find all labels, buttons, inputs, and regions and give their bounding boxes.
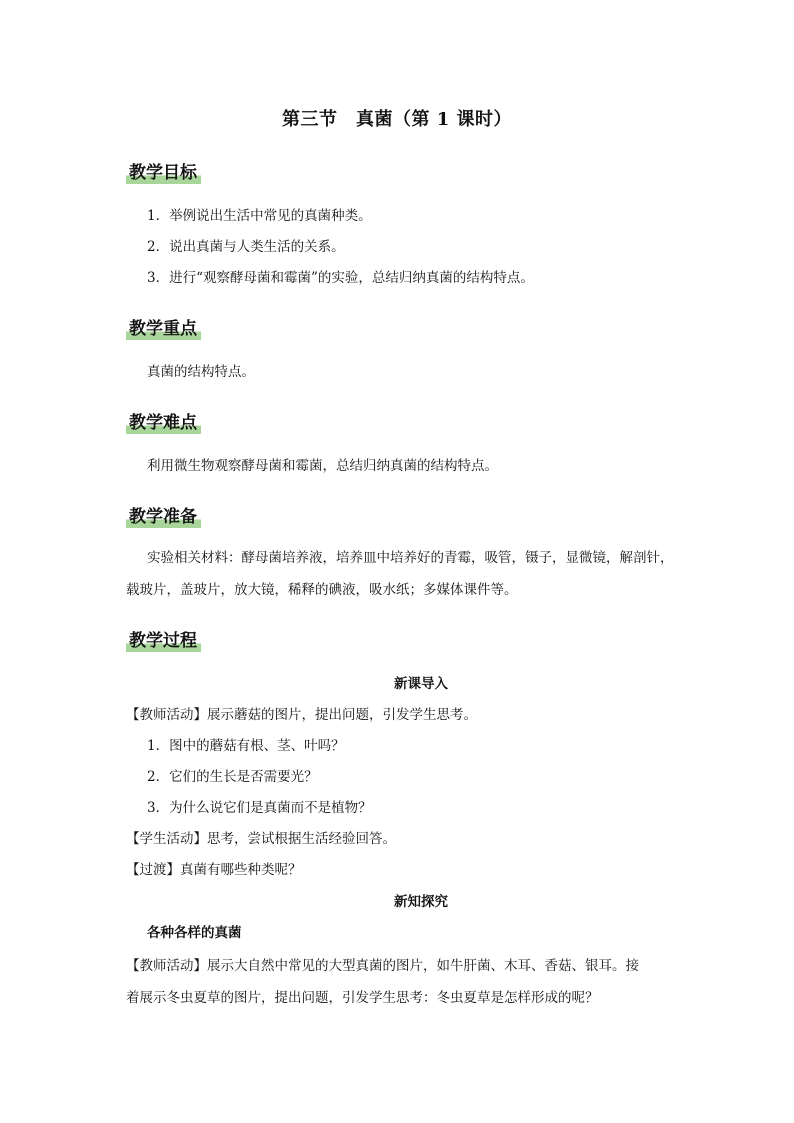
intro-line-5: 【学生活动】思考，尝试根据生活经验回答。: [126, 831, 396, 847]
intro-subheading: 新课导入: [394, 676, 448, 692]
intro-line-3: 2．它们的生长是否需要光？: [147, 769, 318, 785]
heading-objectives: 教学目标: [126, 162, 201, 184]
objective-item-3: 3．进行“观察酵母菌和霉菌”的实验，总结归纳真菌的结构特点。: [147, 270, 534, 286]
explore-line-2: 着展示冬虫夏草的图片，提出问题，引发学生思考：冬虫夏草是怎样形成的呢？: [126, 990, 599, 1006]
heading-process: 教学过程: [126, 630, 201, 652]
objective-item-1: 1．举例说出生活中常见的真菌种类。: [147, 208, 372, 224]
preparation-line-2: 载玻片，盖玻片，放大镜，稀释的碘液，吸水纸；多媒体课件等。: [126, 582, 518, 598]
intro-line-2: 1．图中的蘑菇有根、茎、叶吗？: [147, 738, 345, 754]
explore-subheading: 新知探究: [394, 894, 448, 910]
intro-line-4: 3．为什么说它们是真菌而不是植物？: [147, 800, 372, 816]
intro-line-6: 【过渡】真菌有哪些种类呢？: [126, 862, 302, 878]
heading-difficulties: 教学难点: [126, 412, 201, 434]
explore-topic: 各种各样的真菌: [147, 925, 242, 941]
intro-line-1: 【教师活动】展示蘑菇的图片，提出问题，引发学生思考。: [126, 707, 477, 723]
objective-item-2: 2．说出真菌与人类生活的关系。: [147, 239, 345, 255]
heading-key-points: 教学重点: [126, 318, 201, 340]
page-title: 第三节 真菌（第 1 课时）: [281, 109, 513, 130]
key-points-text: 真菌的结构特点。: [147, 364, 255, 380]
heading-preparation: 教学准备: [126, 506, 201, 528]
difficulties-text: 利用微生物观察酵母菌和霉菌，总结归纳真菌的结构特点。: [147, 458, 498, 474]
explore-line-1: 【教师活动】展示大自然中常见的大型真菌的图片，如牛肝菌、木耳、香菇、银耳。接: [126, 958, 639, 974]
preparation-line-1: 实验相关材料：酵母菌培养液，培养皿中培养好的青霉，吸管，镊子，显微镜，解剖针，: [147, 550, 674, 566]
